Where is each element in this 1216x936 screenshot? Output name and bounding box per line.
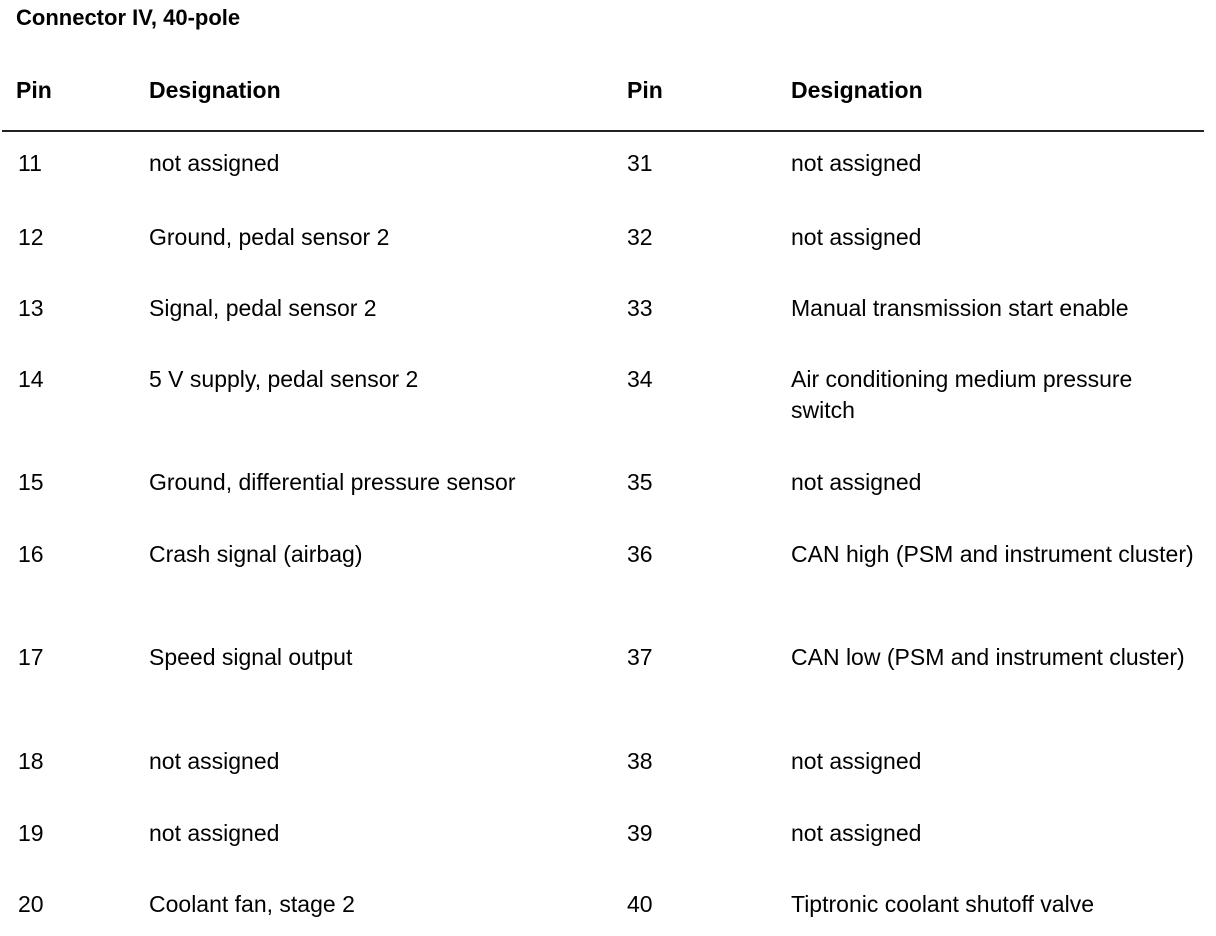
pin-cell-left: 12 <box>18 224 44 250</box>
pin-header-left: Pin <box>16 77 52 103</box>
designation-cell-right: Tiptronic coolant shutoff valve <box>791 891 1094 917</box>
designation-header-right: Designation <box>791 77 923 103</box>
designation-cell-right: not assigned <box>791 224 922 250</box>
pin-cell-left: 13 <box>18 295 44 321</box>
designation-cell-left: Coolant fan, stage 2 <box>149 891 355 917</box>
designation-header-left: Designation <box>149 77 281 103</box>
designation-cell-right: CAN high (PSM and instrument cluster) <box>791 541 1194 567</box>
designation-cell-right: not assigned <box>791 820 922 846</box>
pin-cell-left: 16 <box>18 541 44 567</box>
pin-cell-right: 39 <box>627 820 653 846</box>
pin-cell-right: 37 <box>627 644 653 670</box>
header-divider <box>2 130 1204 132</box>
pin-cell-left: 18 <box>18 748 44 774</box>
pin-cell-left: 11 <box>18 150 42 176</box>
designation-cell-left: Speed signal output <box>149 644 353 670</box>
pin-cell-right: 32 <box>627 224 653 250</box>
pin-cell-left: 14 <box>18 366 44 392</box>
pin-cell-right: 31 <box>627 150 653 176</box>
designation-cell-left: Ground, differential pressure sensor <box>149 469 516 495</box>
pin-header-right: Pin <box>627 77 663 103</box>
designation-cell-right: not assigned <box>791 469 922 495</box>
designation-cell-right: not assigned <box>791 748 922 774</box>
designation-cell-left: Crash signal (airbag) <box>149 541 363 567</box>
designation-cell-left: not assigned <box>149 820 280 846</box>
designation-cell-left: Signal, pedal sensor 2 <box>149 295 377 321</box>
designation-cell-right: not assigned <box>791 150 922 176</box>
designation-cell-right: CAN low (PSM and instrument cluster) <box>791 644 1185 670</box>
designation-cell-right: Manual transmission start enable <box>791 295 1129 321</box>
designation-cell-left: not assigned <box>149 150 280 176</box>
connector-title: Connector IV, 40-pole <box>16 5 241 30</box>
pin-cell-left: 15 <box>18 469 44 495</box>
pin-cell-right: 34 <box>627 366 653 392</box>
pin-cell-right: 36 <box>627 541 653 567</box>
pin-cell-right: 33 <box>627 295 653 321</box>
pin-cell-left: 20 <box>18 891 44 917</box>
pin-cell-right: 40 <box>627 891 653 917</box>
designation-cell-left: Ground, pedal sensor 2 <box>149 224 390 250</box>
designation-cell-left: 5 V supply, pedal sensor 2 <box>149 366 419 392</box>
pin-cell-left: 19 <box>18 820 44 846</box>
pin-cell-left: 17 <box>18 644 44 670</box>
pin-cell-right: 38 <box>627 748 653 774</box>
designation-cell-left: not assigned <box>149 748 280 774</box>
pin-cell-right: 35 <box>627 469 653 495</box>
designation-cell-right: Air conditioning medium pressure switch <box>791 366 1133 423</box>
